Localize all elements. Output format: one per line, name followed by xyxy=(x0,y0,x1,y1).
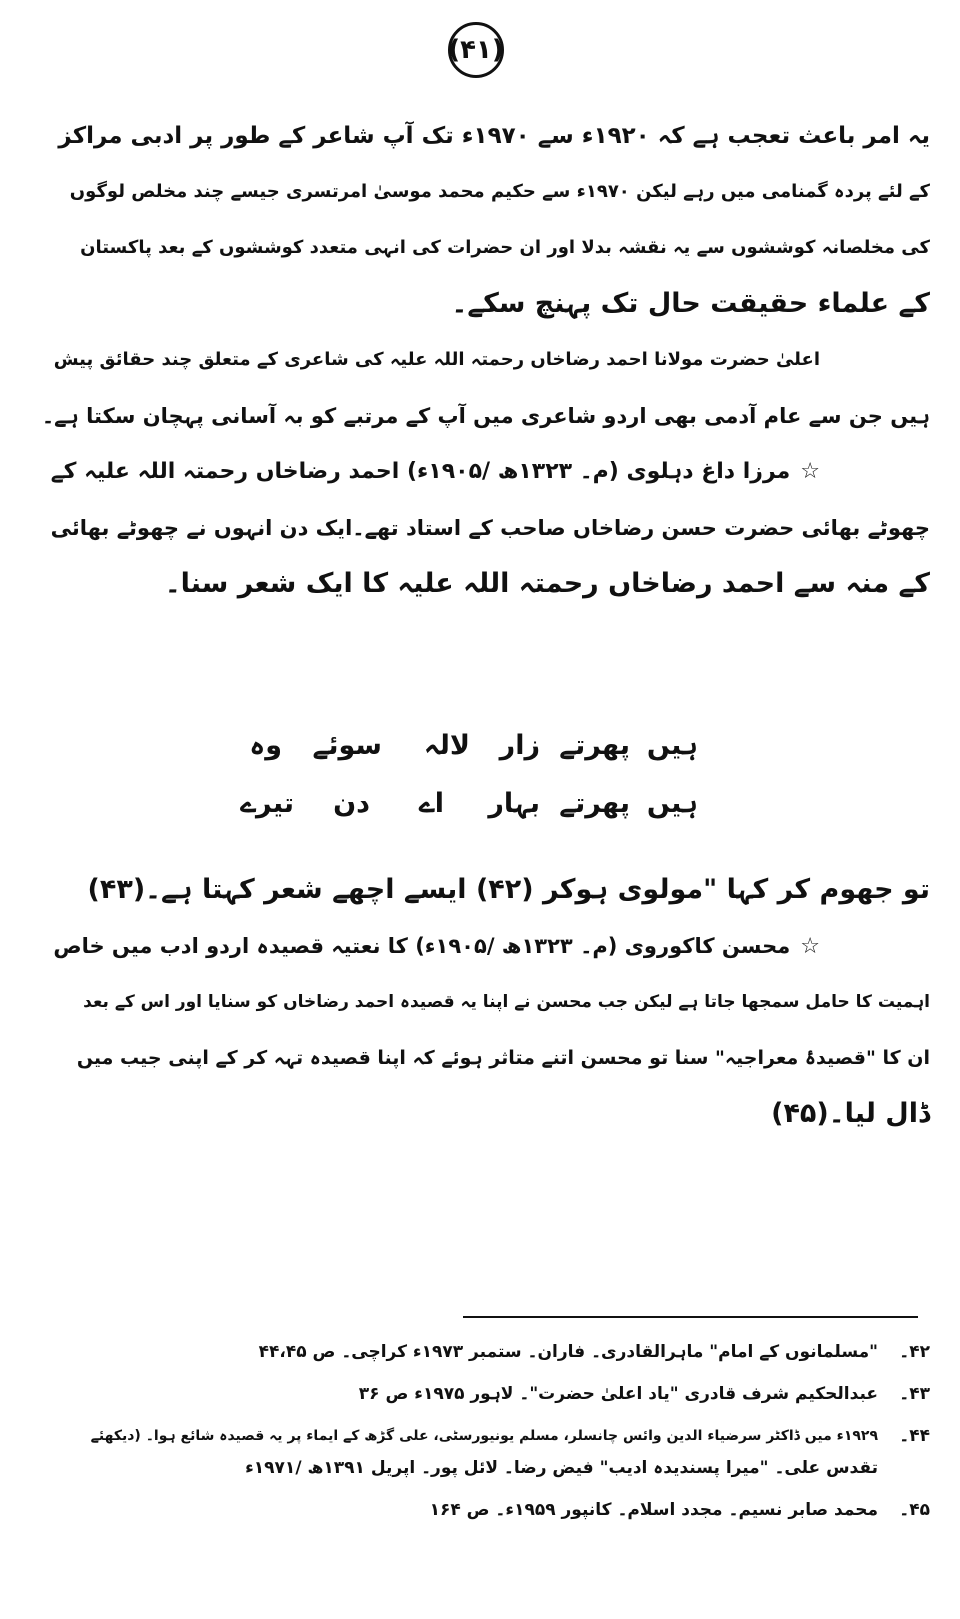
footnote xyxy=(38,1420,930,1484)
text-line: کے لئے پردہ گمنامی میں رہے لیکن ۱۹۷۰ء سے حکیم محمد موسیٰ امرتسری جیسے چند مخلص لوگوں xyxy=(69,181,930,202)
text-line: تو جھوم کر کہا "مولوی ہوکر (۴۲) ایسے اچھے شعر کہتا ہے۔(۴۳) xyxy=(87,874,930,905)
text-line: کی مخلصانہ کوششوں سے یہ نقشہ بدلا اور ان حضرات کی انہی متعدد کوششوں کے بعد پاکستان xyxy=(80,237,930,258)
text-line: کے منہ سے احمد رضاخاں رحمتہ اللہ علیہ کا ایک شعر سنا۔ xyxy=(164,568,930,599)
text-line-content: محسن کاکوروی (م۔ ۱۳۲۳ھ /۱۹۰۵ء) کا نعتیہ قصیدہ اردو ادب میں خاص xyxy=(53,934,791,958)
footnote-text: عبدالحکیم شرف قادری "یاد اعلیٰ حضرت"۔ لاہور ۱۹۷۵ء ص ۳۶ xyxy=(358,1384,878,1404)
footnote-text: ۱۹۲۹ء میں ڈاکٹر سرضیاء الدین وائس چانسلر، مسلم یونیورسٹی، علی گڑھ کے ایماء پر یہ قصیدہ شائع ہوا۔ (دیکھئے xyxy=(90,1428,878,1444)
verse-word: وہ xyxy=(249,730,282,761)
body-text-continued xyxy=(38,862,930,1142)
body-text xyxy=(38,108,930,612)
footnote xyxy=(38,1378,930,1410)
footnote-divider xyxy=(463,1316,918,1318)
verse-word: پھرتے xyxy=(559,730,630,761)
text-line: یہ امر باعث تعجب ہے کہ ۱۹۲۰ء سے ۱۹۷۰ء تک آپ شاعر کے طور پر ادبی مراکز xyxy=(58,123,930,149)
text-line: ہیں جن سے عام آدمی بھی اردو شاعری میں آپ کے مرتبے کو بہ آسانی پہچان سکتا ہے۔ xyxy=(41,404,930,428)
text-line: اعلیٰ حضرت مولانا احمد رضاخاں رحمتہ اللہ علیہ کی شاعری کے متعلق چند حقائق پیش xyxy=(53,349,820,370)
text-line: چھوٹے بھائی حضرت حسن رضاخاں صاحب کے استاد تھے۔ایک دن انہوں نے چھوٹے بھائی xyxy=(50,516,930,540)
verse-word: ہیں xyxy=(646,788,698,819)
verse-line-1 xyxy=(0,718,960,774)
verse-word: اے xyxy=(418,788,444,819)
text-line: اہمیت کا حامل سمجھا جاتا ہے لیکن جب محسن نے اپنا یہ قصیدہ احمد رضاخاں کو سنایا اور اس کے بعد xyxy=(83,992,930,1012)
text-line xyxy=(38,444,930,500)
verse-word: تیرے xyxy=(240,788,294,819)
text-line xyxy=(38,918,930,974)
footnote-number: ۴۴۔ xyxy=(899,1426,930,1446)
text-line-content: مرزا داغ دہلوی (م۔ ۱۳۲۳ھ /۱۹۰۵ء) احمد رضاخاں رحمتہ اللہ علیہ کے xyxy=(50,459,791,484)
verse-line-2 xyxy=(0,776,960,832)
footnotes xyxy=(38,1336,930,1526)
footnote xyxy=(38,1336,930,1368)
footnote xyxy=(38,1494,930,1526)
footnote-text: محمد صابر نسیم۔ مجدد اسلام۔ کانپور ۱۹۵۹ء۔ ص ۱۶۴ xyxy=(429,1500,878,1520)
text-line: ان کا "قصیدۂ معراجیہ" سنا تو محسن اتنے متاثر ہوئے کہ اپنا قصیدہ تہہ کر کے اپنی جیب میں xyxy=(76,1047,930,1069)
verse-word: پھرتے xyxy=(559,788,630,819)
footnote-text-continued: تقدس علی۔ "میرا پسندیدہ ادیب" فیض رضا۔ لائل پور۔ اپریل ۱۳۹۱ھ /۱۹۷۱ء xyxy=(245,1458,878,1478)
footnote-number: ۴۵۔ xyxy=(899,1500,930,1520)
text-line: ڈال لیا۔(۴۵) xyxy=(771,1098,930,1129)
star-icon: ☆ xyxy=(800,934,820,959)
verse-word: ہیں xyxy=(646,730,698,761)
verse-word: لالہ xyxy=(423,730,470,761)
text-line: کے علماء حقیقت حال تک پہنچ سکے۔ xyxy=(451,288,930,319)
verse-word: دن xyxy=(333,788,370,819)
star-icon: ☆ xyxy=(800,459,820,484)
verse-word: بہار xyxy=(488,788,540,819)
page-number: (۴۱) xyxy=(448,22,504,78)
footnote-text: "مسلمانوں کے امام" ماہرالقادری۔ فاران۔ ستمبر ۱۹۷۳ء کراچی۔ ص ۴۴،۴۵ xyxy=(258,1342,878,1362)
verse-word: زار xyxy=(499,730,540,761)
verse-word: سوئے xyxy=(312,730,382,761)
footnote-number: ۴۲۔ xyxy=(899,1342,930,1362)
footnote-number: ۴۳۔ xyxy=(899,1384,930,1404)
